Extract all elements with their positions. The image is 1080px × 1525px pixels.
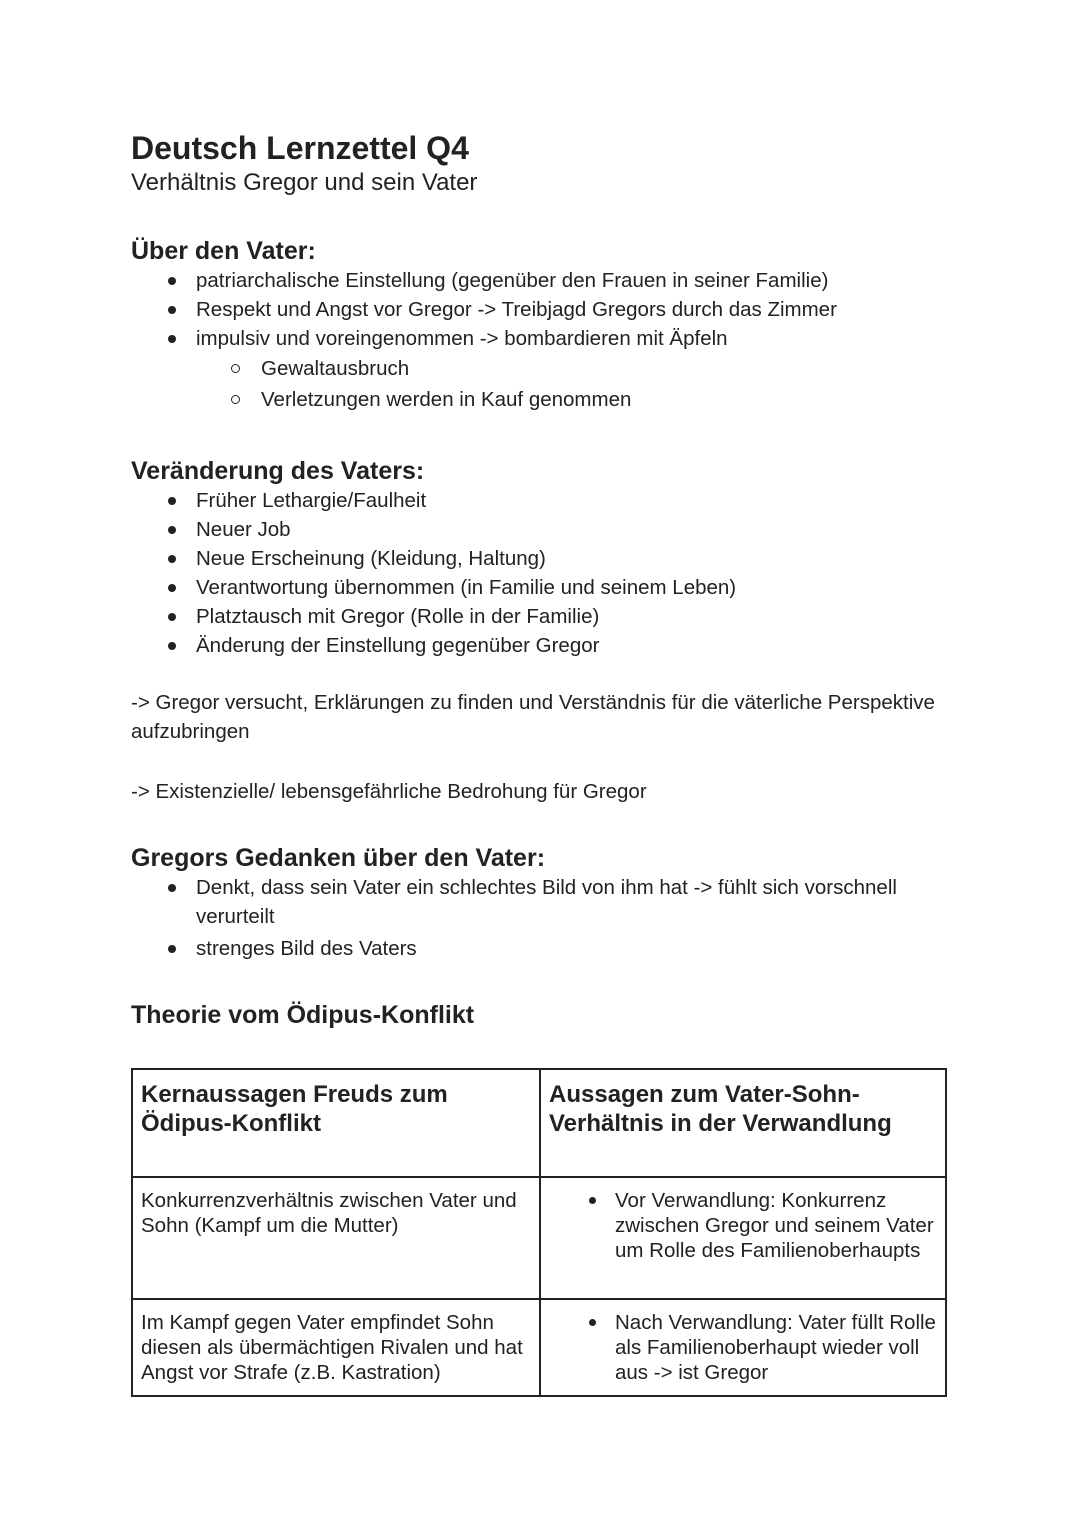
- note-bedrohung: -> Existenzielle/ lebensgefährliche Bedrohung für Gregor: [131, 780, 647, 803]
- list-item: strenges Bild des Vaters: [131, 934, 951, 963]
- table-header-cell: Aussagen zum Vater-Sohn-Verhältnis in der Verwandlung: [540, 1069, 946, 1177]
- oedipus-table: [131, 1068, 947, 1397]
- document-page: [131, 128, 951, 1397]
- list-item: Denkt, dass sein Vater ein schlechtes Bild von ihm hat -> fühlt sich vorschnell verurteilt: [131, 873, 951, 931]
- section-heading-veraenderung: Veränderung des Vaters:: [131, 457, 425, 485]
- list-item: Verantwortung übernommen (in Familie und seinem Leben): [131, 573, 951, 602]
- page-title: Deutsch Lernzettel Q4: [131, 130, 469, 166]
- list-item: Nach Verwandlung: Vater füllt Rolle als Familienoberhaupt wieder voll aus -> ist Gregor: [549, 1310, 937, 1385]
- list-item: Änderung der Einstellung gegenüber Gregor: [131, 631, 951, 660]
- table-row: [132, 1299, 946, 1396]
- list-item: Respekt und Angst vor Gregor -> Treibjagd Gregors durch das Zimmer: [131, 295, 951, 324]
- list-item: Verletzungen werden in Kauf genommen: [131, 384, 951, 415]
- bullet-list: [131, 486, 951, 660]
- list-item: impulsiv und voreingenommen -> bombardieren mit Äpfeln: [131, 324, 951, 353]
- list-item: patriarchalische Einstellung (gegenüber den Frauen in seiner Familie): [131, 266, 951, 295]
- list-item: Vor Verwandlung: Konkurrenz zwischen Gregor und seinem Vater um Rolle des Familienoberhaupts: [549, 1188, 937, 1263]
- table-cell: Im Kampf gegen Vater empfindet Sohn diesen als übermächtigen Rivalen und hat Angst vor Strafe (z.B. Kastration): [132, 1299, 540, 1396]
- section-heading-oedipus: Theorie vom Ödipus-Konflikt: [131, 1001, 475, 1029]
- cell-bullet-list: [549, 1310, 937, 1385]
- sub-bullet-list: [131, 353, 951, 415]
- list-item: Gewaltausbruch: [131, 353, 951, 384]
- table-cell: [540, 1299, 946, 1396]
- list-item: Platztausch mit Gregor (Rolle in der Familie): [131, 602, 951, 631]
- table-cell: [540, 1177, 946, 1299]
- list-item: Früher Lethargie/Faulheit: [131, 486, 951, 515]
- note-erklaerungen: -> Gregor versucht, Erklärungen zu finden und Verständnis für die väterliche Perspektive aufzubringen: [131, 691, 935, 743]
- page-subtitle: Verhältnis Gregor und sein Vater: [131, 169, 478, 196]
- bullet-list: [131, 266, 951, 353]
- table-header-cell: Kernaussagen Freuds zum Ödipus-Konflikt: [132, 1069, 540, 1177]
- list-item: Neue Erscheinung (Kleidung, Haltung): [131, 544, 951, 573]
- section-heading-gregors-gedanken: Gregors Gedanken über den Vater:: [131, 844, 546, 872]
- table-header-row: [132, 1069, 946, 1177]
- cell-bullet-list: [549, 1188, 937, 1263]
- list-item: Neuer Job: [131, 515, 951, 544]
- table-row: [132, 1177, 946, 1299]
- bullet-list: [131, 873, 951, 963]
- section-heading-ueber-den-vater: Über den Vater:: [131, 237, 316, 265]
- table-cell: Konkurrenzverhältnis zwischen Vater und Sohn (Kampf um die Mutter): [132, 1177, 540, 1299]
